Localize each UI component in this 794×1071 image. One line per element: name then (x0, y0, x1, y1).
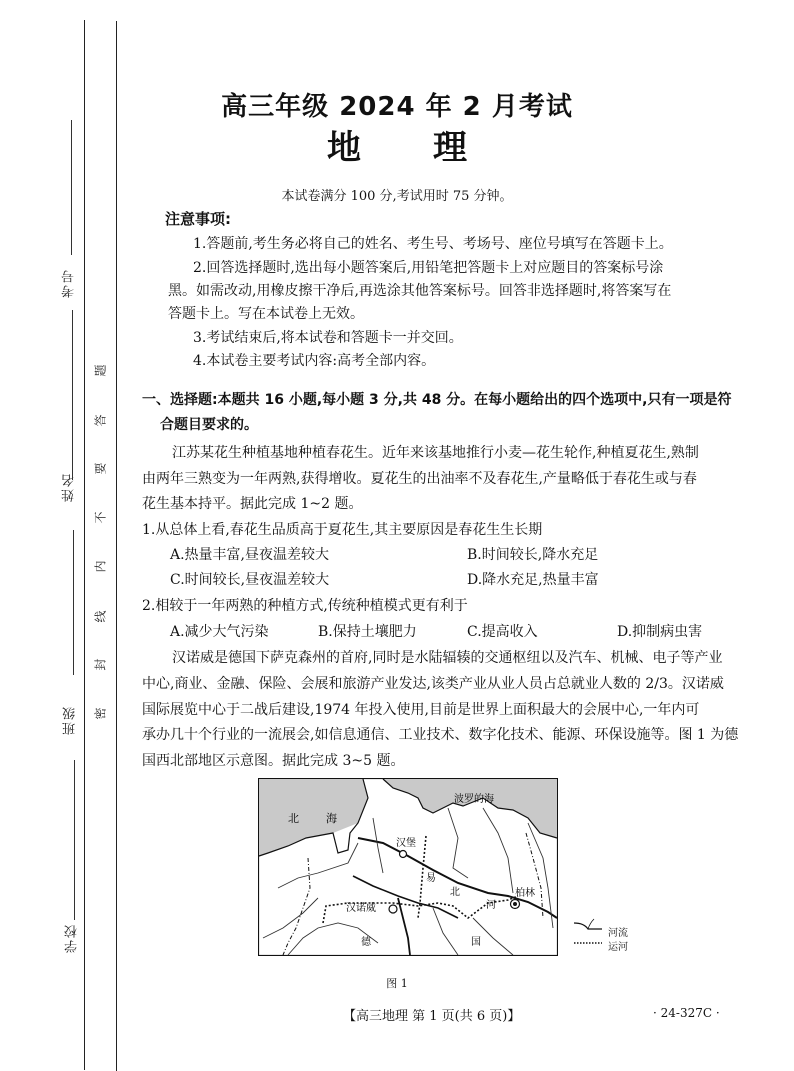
berlin-marker-dot (513, 902, 517, 906)
river-symbol-branch (588, 919, 594, 929)
paper-code: · 24-327C · (653, 1006, 720, 1020)
question-2-option-b[interactable]: B.保持土壤肥力 (318, 624, 417, 640)
question-1-option-a[interactable]: A.热量丰富,昼夜温差较大 (170, 547, 330, 563)
seal-char: 要 (93, 462, 108, 475)
question-1-option-d[interactable]: D.降水充足,热量丰富 (467, 572, 599, 588)
seal-char: 内 (93, 560, 108, 573)
hamburg-marker (400, 851, 407, 858)
passage-line: 承办几十个行业的一流展会,如信息通信、工业技术、数字化技术、能源、环保设施等。图 1 为德 (142, 727, 739, 743)
map-label-germany: 国 (471, 937, 481, 948)
subject-title (0, 120, 794, 169)
section-heading: 一、选择题:本题共 16 小题,每小题 3 分,共 48 分。在每小题给出的四个选项中,只有一项是符 (142, 392, 732, 408)
map-label-hannover: 汉诺威 (346, 903, 376, 914)
legend-canal: 运河 (608, 942, 628, 953)
question-1-option-b[interactable]: B.时间较长,降水充足 (467, 547, 599, 563)
subject-char: 理 (433, 128, 467, 168)
passage-line: 汉诺威是德国下萨克森州的首府,同时是水陆辐辏的交通枢纽以及汽车、机械、电子等产业 (172, 650, 723, 666)
section-heading-cont: 合题目要求的。 (160, 417, 258, 433)
notice-line: 3.考试结束后,将本试卷和答题卡一并交回。 (193, 330, 463, 346)
notice-line: 黑。如需改动,用橡皮擦干净后,再选涂其他答案标号。回答非选择题时,将答案写在 (168, 283, 672, 299)
page-footer: 【高三地理 第 1 页(共 6 页)】 (343, 1009, 521, 1024)
exam-number-label: 考号 (62, 268, 77, 298)
exam-title: 高三年级 2024 年 2 月考试 (221, 92, 573, 122)
map-label-elbe: 河 (486, 900, 496, 911)
notice-line: 答题卡上。写在本试卷上无效。 (168, 306, 364, 322)
hannover-marker (389, 905, 397, 913)
notice-line: 1.答题前,考生务必将自己的姓名、考生号、考场号、座位号填写在答题卡上。 (193, 236, 673, 252)
map-label-north-sea: 海 (326, 812, 337, 825)
passage-line: 国西北部地区示意图。据此完成 3~5 题。 (142, 753, 405, 769)
binding-line-left (84, 20, 85, 1070)
seal-char: 题 (93, 364, 108, 377)
map-label-baltic: 波罗的海 (454, 794, 494, 805)
question-1-option-c[interactable]: C.时间较长,昼夜温差较大 (170, 572, 330, 588)
question-2-option-d[interactable]: D.抑制病虫害 (617, 624, 703, 640)
class-line (74, 760, 75, 920)
name-line-bottom (73, 530, 74, 675)
school-label: 学校 (65, 923, 80, 953)
map-label-north-sea: 北 (288, 812, 299, 825)
passage-line: 国际展览中心于二战后建设,1974 年投入使用,目前是世界上面积最大的会展中心,一年内可 (142, 702, 700, 718)
notice-title: 注意事项: (165, 210, 231, 228)
class-label: 班级 (63, 705, 78, 735)
exam-info: 本试卷满分 100 分,考试用时 75 分钟。 (281, 189, 513, 204)
passage-line: 由两年三熟变为一年两熟,获得增收。夏花生的出油率不及春花生,产量略低于春花生或与春 (142, 471, 697, 487)
legend-river: 河流 (608, 928, 628, 939)
map-label-elbe: 易 (426, 873, 436, 884)
passage-line: 花生基本持平。据此完成 1~2 题。 (142, 496, 363, 512)
question-1-stem: 1.从总体上看,春花生品质高于夏花生,其主要原因是春花生生长期 (142, 522, 543, 538)
question-2-stem: 2.相较于一年两熟的种植方式,传统种植模式更有利于 (142, 598, 468, 614)
legend-symbols (570, 915, 610, 955)
name-line-top (72, 310, 73, 480)
seal-char: 线 (93, 610, 108, 623)
seal-char: 不 (93, 511, 108, 524)
passage-line: 中心,商业、金融、保险、会展和旅游产业发达,该类产业从业人员占总就业人数的 2/3。汉诺威 (142, 676, 724, 692)
map-legend (570, 915, 690, 955)
germany-northwest-map (258, 778, 558, 956)
map-label-berlin: 柏林 (515, 888, 535, 899)
subject-char: 地 (327, 128, 361, 168)
notice-line: 4.本试卷主要考试内容:高考全部内容。 (193, 353, 436, 369)
name-label: 姓名 (62, 472, 77, 502)
question-2-option-a[interactable]: A.减少大气污染 (170, 624, 269, 640)
seal-char: 封 (93, 658, 108, 671)
map-label-elbe: 北 (450, 887, 460, 898)
figure-caption: 图 1 (386, 977, 408, 990)
seal-char: 密 (93, 707, 108, 720)
map-label-germany: 德 (361, 937, 371, 948)
map-label-hamburg: 汉堡 (396, 838, 416, 849)
question-2-option-c[interactable]: C.提高收入 (467, 624, 538, 640)
notice-line: 2.回答选择题时,选出每小题答案后,用铅笔把答题卡上对应题目的答案标号涂 (193, 260, 664, 276)
binding-line-right (116, 21, 117, 1071)
seal-char: 答 (93, 414, 108, 427)
passage-line: 江苏某花生种植基地种植春花生。近年来该基地推行小麦—花生轮作,种植夏花生,熟制 (172, 445, 699, 461)
